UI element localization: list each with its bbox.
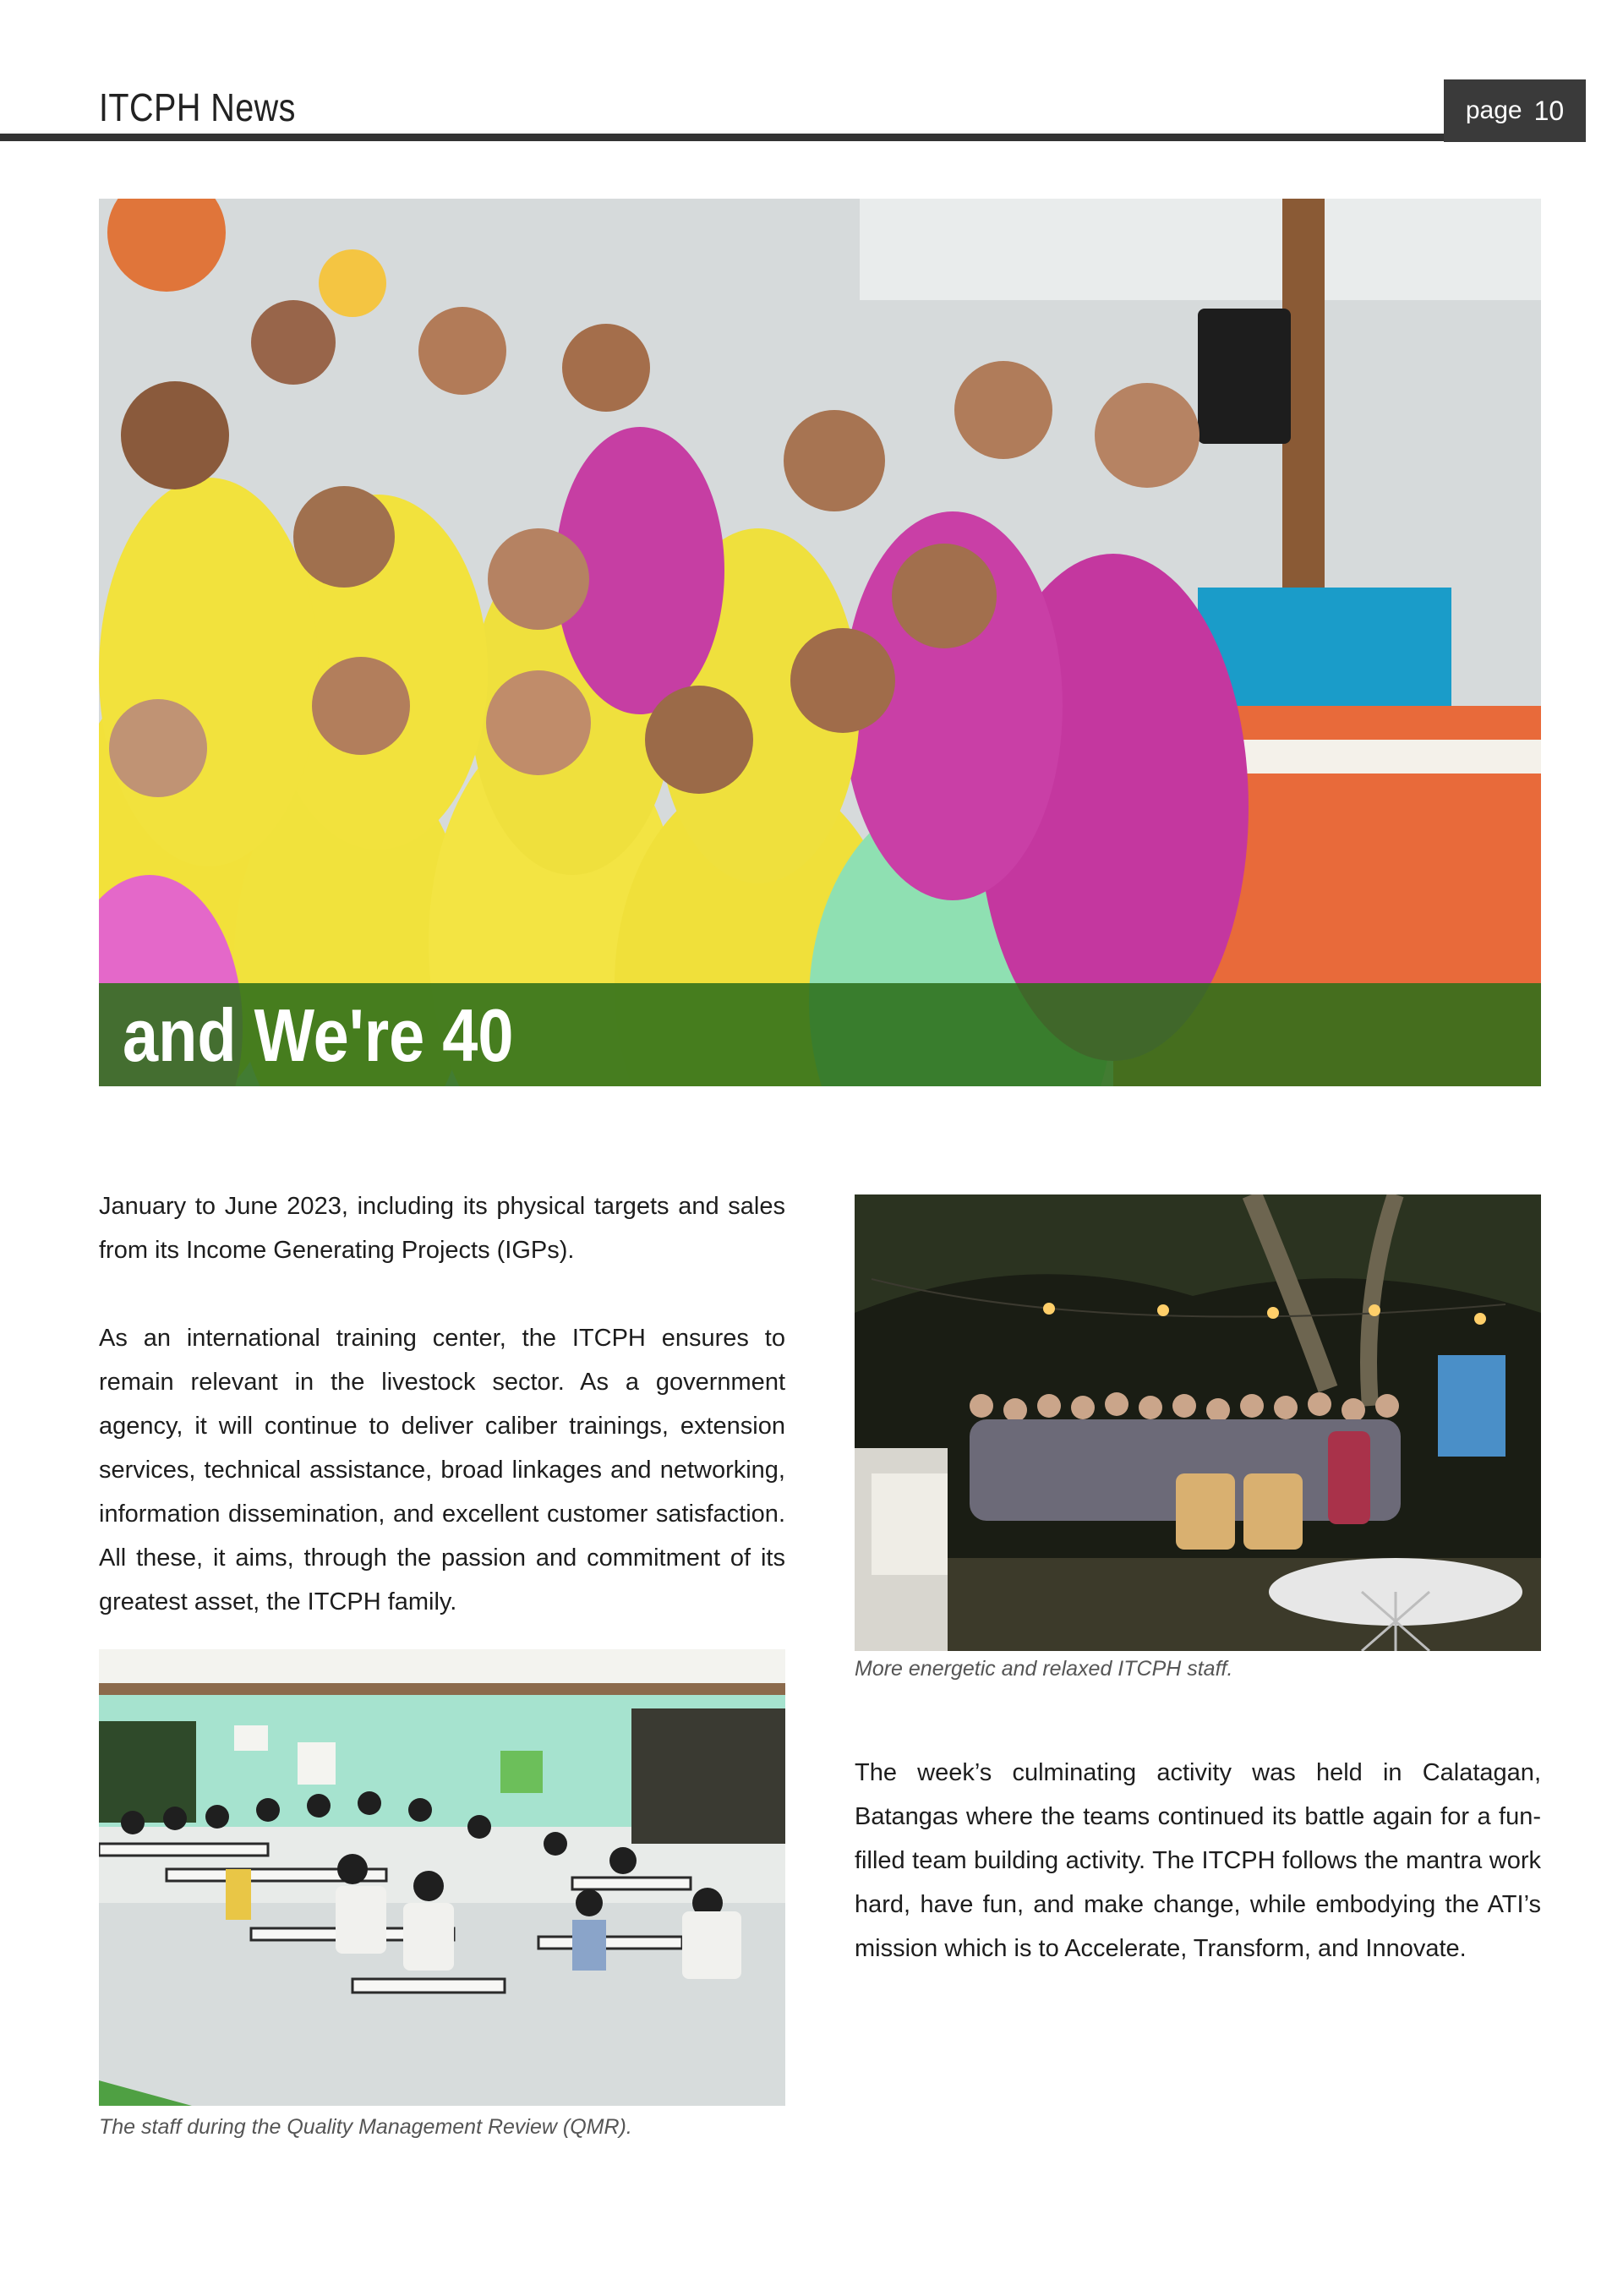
left-paragraph-1: January to June 2023, including its physical targets and sales from its Income Generating Projects (IGPs).: [99, 1193, 785, 1264]
header-rule: [0, 134, 1586, 141]
newsletter-title: ITCPH News: [99, 85, 296, 129]
left-column-text: [99, 1184, 785, 1624]
hero-photo-illustration: [99, 199, 1541, 1086]
page-number-badge: [1444, 79, 1586, 142]
page-label: page: [1465, 96, 1522, 124]
hero-title: [99, 993, 1541, 1078]
right-paragraph: The week’s culminating activity was held in Calatagan, Batangas where the teams continued its battle again for a fun-filled team building activity. The ITCPH follows the mantra work hard, have fun, and make change, while embodying the ATI’s mission which is to Accelerate, Transform, and Innovate.: [855, 1759, 1541, 1962]
classroom-photo-illustration: [99, 1649, 785, 2106]
qmr-photo-caption: The staff during the Quality Management Review (QMR).: [99, 2115, 632, 2139]
hero-title-text: and We're 40: [123, 993, 514, 1077]
night-group-photo: [855, 1194, 1541, 1651]
page-number: 10: [1533, 95, 1565, 126]
left-paragraph-2: As an international training center, the ITCPH ensures to remain relevant in the livestock sector. As a government agency, it will continue to deliver caliber trainings, extension services, technical assistance, broad linkages and networking, information dissemination, and excellent customer satisfaction. All these, it aims, through the passion and commitment of its greatest asset, the ITCPH family.: [99, 1325, 785, 1615]
night-photo-caption: More energetic and relaxed ITCPH staff.: [855, 1657, 1233, 1681]
night-photo-illustration: [855, 1194, 1541, 1651]
qmr-classroom-photo: [99, 1649, 785, 2106]
hero-group-photo: [99, 199, 1541, 1086]
